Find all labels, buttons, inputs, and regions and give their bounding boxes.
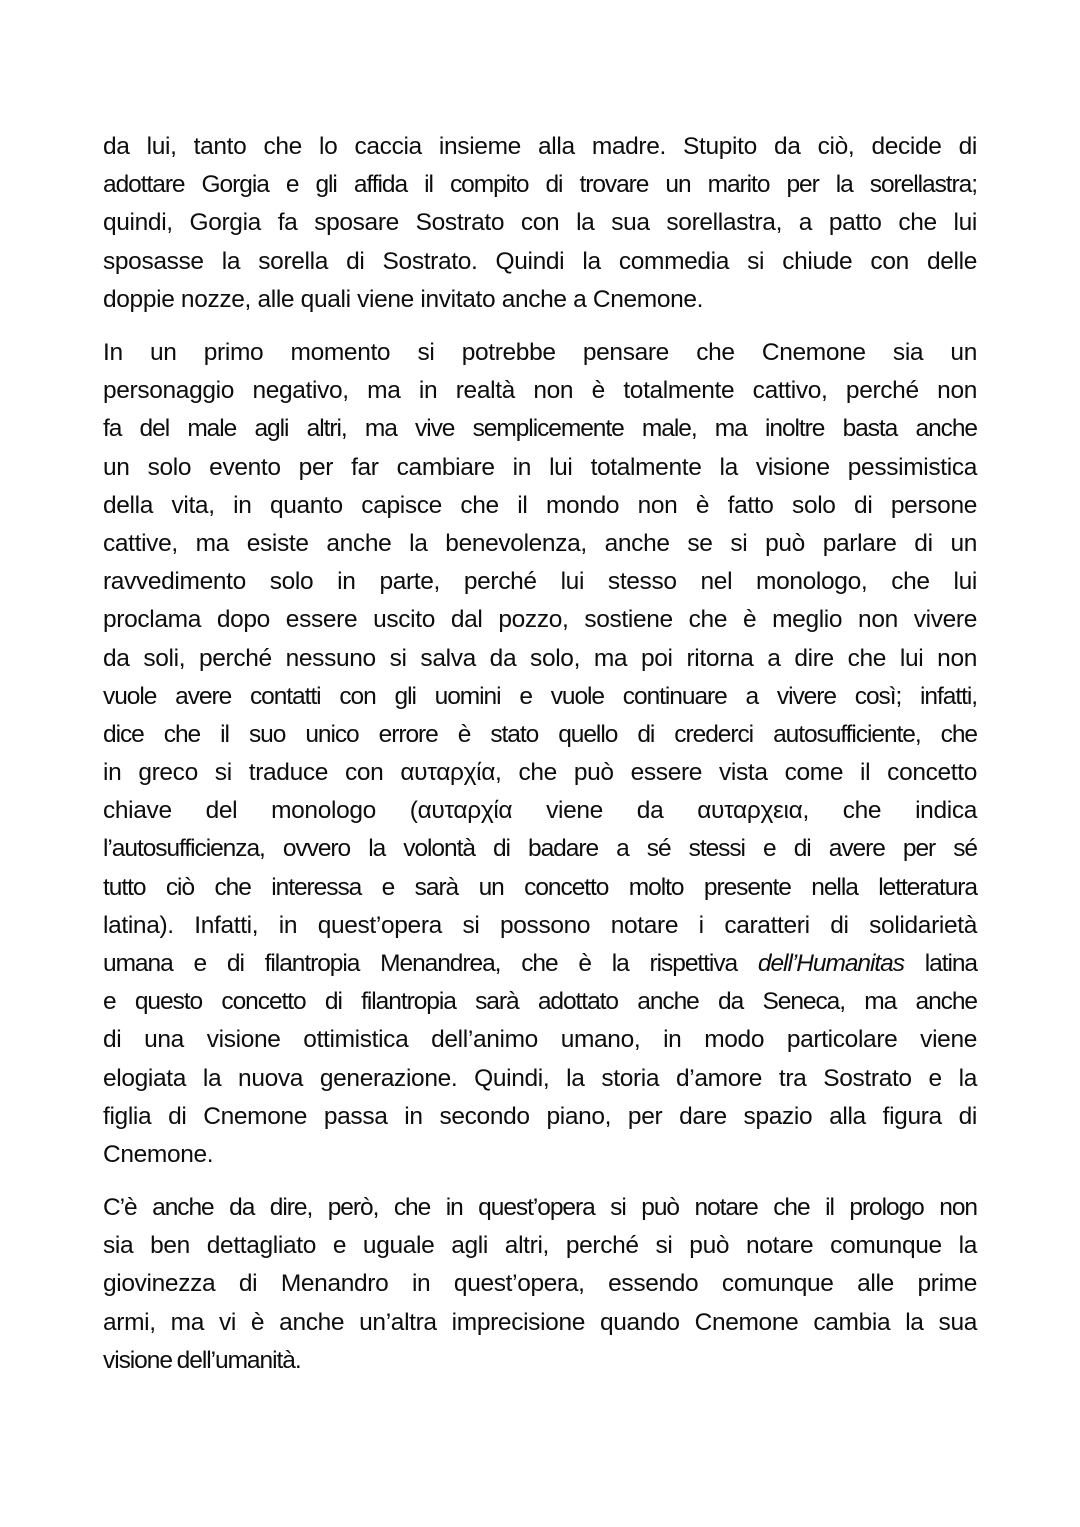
text-line: C’è anche da dire, però, che in quest’opera si può notare che il prologo non	[103, 1194, 977, 1221]
italic-term-humanitas: dell’Humanitas	[757, 950, 904, 977]
text-line: giovinezza di Menandro in quest’opera, essendo comunque alle prime	[103, 1270, 977, 1298]
text-line: ravvedimento solo in parte, perché lui stesso nel monologo, che lui	[103, 568, 977, 596]
text-line: armi, ma vi è anche un’altra imprecisione quando Cnemone cambia la sua	[103, 1308, 977, 1336]
text-line: della vita, in quanto capisce che il mondo non è fatto solo di persone	[103, 491, 977, 519]
text-line: dice che il suo unico errore è stato quello di crederci autosufficiente, che	[103, 720, 977, 748]
text-line: di una visione ottimistica dell’animo umano, in modo particolare viene	[103, 1026, 977, 1054]
text-line: l’autosufficienza, ovvero la volontà di badare a sé stessi e di avere per sé	[103, 835, 977, 863]
text-line: tutto ciò che interessa e sarà un concetto molto presente nella letteratura	[103, 873, 977, 901]
text-span: latina	[903, 950, 977, 977]
text-line: vuole avere contatti con gli uomini e vuole continuare a vivere così; infatti,	[103, 682, 977, 710]
paragraph-3	[103, 1189, 977, 1380]
text-line: cattive, ma esiste anche la benevolenza, anche se si può parlare di un	[103, 529, 977, 557]
text-line: sposasse la sorella di Sostrato. Quindi la commedia si chiude con delle	[103, 247, 977, 275]
text-line-with-italic	[103, 945, 977, 983]
text-line: sia ben dettagliato e uguale agli altri, perché si può notare comunque la	[103, 1232, 977, 1260]
text-line: Cnemone.	[103, 1140, 214, 1168]
text-span: umana e di filantropia Menandrea, che è la rispettiva	[103, 950, 758, 977]
text-line: adottare Gorgia e gli affida il compito di trovare un marito per la sorellastra;	[103, 171, 977, 199]
text-line: visione dell’umanità.	[103, 1346, 301, 1374]
text-line: da soli, perché nessuno si salva da solo, ma poi ritorna a dire che lui non	[103, 644, 977, 672]
text-line: in greco si traduce con αυταρχία, che può essere vista come il concetto	[103, 759, 977, 787]
text-line: figlia di Cnemone passa in secondo piano, per dare spazio alla figura di	[103, 1102, 977, 1130]
text-line: In un primo momento si potrebbe pensare che Cnemone sia un	[103, 339, 977, 366]
text-line: da lui, tanto che lo caccia insieme alla madre. Stupito da ciò, decide di	[103, 133, 977, 160]
text-line: personaggio negativo, ma in realtà non è totalmente cattivo, perché non	[103, 377, 977, 405]
text-line: un solo evento per far cambiare in lui totalmente la visione pessimistica	[103, 453, 977, 481]
text-line: latina). Infatti, in quest’opera si possono notare i caratteri di solidarietà	[103, 911, 977, 939]
text-line: e questo concetto di filantropia sarà adottato anche da Seneca, ma anche	[103, 988, 977, 1016]
text-line: proclama dopo essere uscito dal pozzo, sostiene che è meglio non vivere	[103, 606, 977, 634]
text-line: elogiata la nuova generazione. Quindi, la storia d’amore tra Sostrato e la	[103, 1064, 977, 1092]
text-line: doppie nozze, alle quali viene invitato anche a Cnemone.	[103, 285, 704, 313]
paragraph-2	[103, 334, 977, 1174]
text-line: quindi, Gorgia fa sposare Sostrato con la sua sorellastra, a patto che lui	[103, 209, 977, 237]
text-line: fa del male agli altri, ma vive semplicemente male, ma inoltre basta anche	[103, 415, 977, 443]
paragraph-1	[103, 128, 977, 319]
text-line: chiave del monologo (αυταρχία viene da αυταρχεια, che indica	[103, 797, 977, 825]
